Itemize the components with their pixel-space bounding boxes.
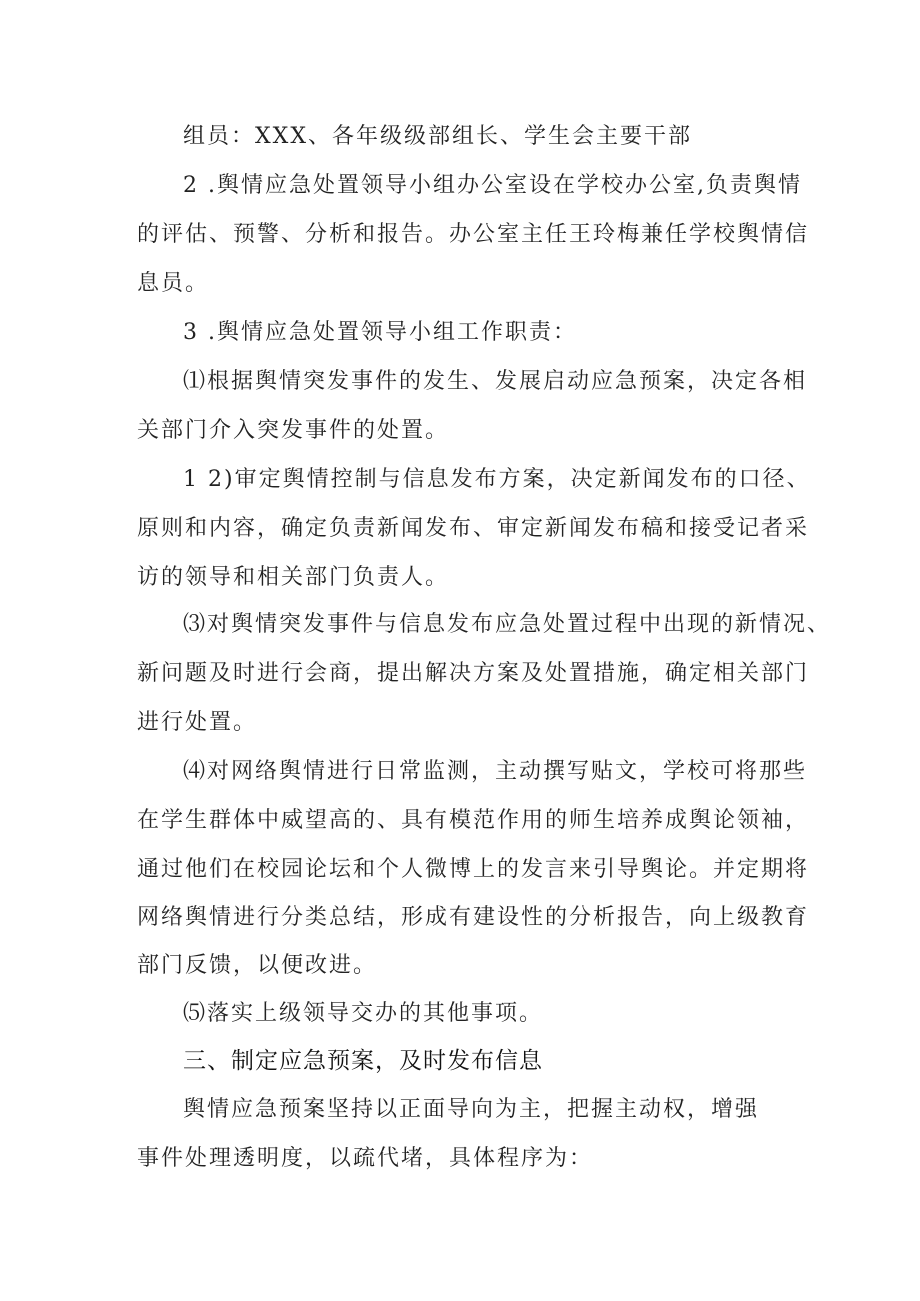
item-3-heading: 3 .舆情应急处置领导小组工作职责：	[183, 320, 577, 345]
members-line: 组员：XXX、各年级级部组长、学生会主要干部	[183, 124, 692, 149]
item-2-line-3: 息员。	[137, 271, 210, 296]
duty-4-line-3: 通过他们在校园论坛和个人微博上的发言来引导舆论。并定期将	[137, 857, 810, 882]
duty-3-line-2: 新问题及时进行会商，提出解决方案及处置措施，确定相关部门	[137, 661, 810, 686]
duty-2-line-2: 原则和内容，确定负责新闻发布、审定新闻发布稿和接受记者采	[137, 516, 810, 541]
item-2-line-1: 2 .舆情应急处置领导小组办公室设在学校办公室,负责舆情	[183, 173, 802, 198]
duty-4-line-1: ⑷对网络舆情进行日常监测，主动撰写贴文，学校可将那些	[183, 759, 808, 784]
duty-4-line-4: 网络舆情进行分类总结，形成有建设性的分析报告，向上级教育	[137, 905, 810, 930]
duty-3-line-1: ⑶对舆情突发事件与信息发布应急处置过程中出现的新情况、	[183, 612, 832, 637]
duty-1-line-2: 关部门介入突发事件的处置。	[137, 418, 450, 443]
closing-line-2: 事件处理透明度，以疏代堵，具体程序为：	[137, 1146, 594, 1171]
duty-2-line-3: 访的领导和相关部门负责人。	[137, 565, 450, 590]
duty-4-line-5: 部门反馈，以便改进。	[137, 953, 378, 978]
duty-2-line-1: 1 2)审定舆情控制与信息发布方案，决定新闻发布的口径、	[183, 467, 811, 492]
duty-1-line-1: ⑴根据舆情突发事件的发生、发展启动应急预案，决定各相	[183, 369, 808, 394]
duty-3-line-3: 进行处置。	[137, 710, 258, 735]
closing-line-1: 舆情应急预案坚持以正面导向为主，把握主动权，增强	[183, 1097, 760, 1122]
item-2-line-2: 的评估、预警、分析和报告。办公室主任王玲梅兼任学校舆情信	[137, 222, 810, 247]
duty-5-line: ⑸落实上级领导交办的其他事项。	[183, 1001, 544, 1026]
duty-4-line-2: 在学生群体中威望高的、具有模范作用的师生培养成舆论领袖，	[137, 808, 810, 833]
section-heading: 三、制定应急预案，及时发布信息	[183, 1048, 543, 1074]
